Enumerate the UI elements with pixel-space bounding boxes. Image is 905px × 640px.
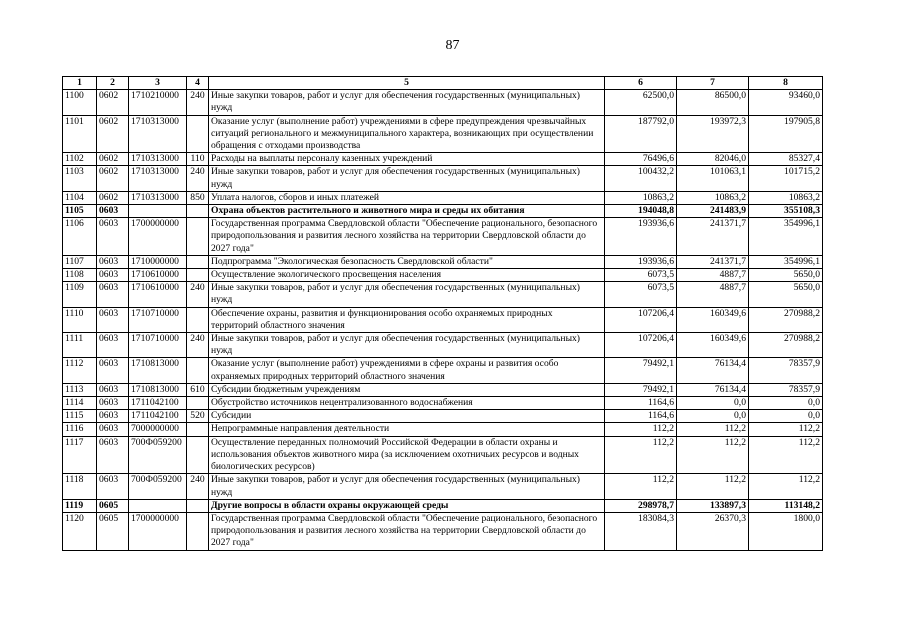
row-number-cell: 1104 — [63, 191, 97, 204]
item-name-cell: Оказание услуг (выполнение работ) учреждениями в сфере охраны и развития особо охраняемых природных территорий областного значения — [209, 358, 605, 383]
amount-cell: 26370,3 — [677, 512, 749, 550]
section-code-cell: 0603 — [97, 423, 129, 436]
amount-cell: 0,0 — [677, 410, 749, 423]
amount-cell: 10863,2 — [605, 191, 677, 204]
expense-type-cell: 610 — [187, 383, 209, 396]
target-article-cell: 700Ф059200 — [129, 474, 187, 499]
table-row — [63, 255, 823, 268]
expense-type-cell — [187, 255, 209, 268]
expense-type-cell: 240 — [187, 474, 209, 499]
amount-cell: 133897,3 — [677, 499, 749, 512]
table-row — [63, 166, 823, 191]
row-number-cell: 1116 — [63, 423, 97, 436]
section-code-cell: 0602 — [97, 166, 129, 191]
expense-type-cell — [187, 423, 209, 436]
section-code-cell: 0602 — [97, 115, 129, 153]
expense-type-cell: 240 — [187, 282, 209, 307]
amount-cell: 62500,0 — [605, 90, 677, 115]
amount-cell: 112,2 — [677, 423, 749, 436]
target-article-cell: 1710313000 — [129, 115, 187, 153]
item-name-cell: Иные закупки товаров, работ и услуг для обеспечения государственных (муниципальных) нужд — [209, 474, 605, 499]
target-article-cell: 1711042100 — [129, 397, 187, 410]
item-name-cell: Непрограммные направления деятельности — [209, 423, 605, 436]
item-name-cell: Государственная программа Свердловской области "Обеспечение рационального, безопасного природопользования и развития лесного хозяйства на территории Свердловской области до 2027 года" — [209, 218, 605, 256]
amount-cell: 270988,2 — [749, 307, 823, 332]
row-number-cell: 1111 — [63, 333, 97, 358]
row-number-cell: 1117 — [63, 436, 97, 474]
amount-cell: 6073,5 — [605, 282, 677, 307]
item-name-cell: Расходы на выплаты персоналу казенных учреждений — [209, 153, 605, 166]
amount-cell: 183084,3 — [605, 512, 677, 550]
amount-cell: 241483,9 — [677, 205, 749, 218]
target-article-cell: 1711042100 — [129, 410, 187, 423]
section-code-cell: 0603 — [97, 436, 129, 474]
target-article-cell: 1710610000 — [129, 269, 187, 282]
row-number-cell: 1106 — [63, 218, 97, 256]
amount-cell: 78357,9 — [749, 383, 823, 396]
amount-cell: 112,2 — [749, 423, 823, 436]
section-code-cell: 0603 — [97, 269, 129, 282]
target-article-cell — [129, 499, 187, 512]
target-article-cell: 1710710000 — [129, 307, 187, 332]
header-cell: 8 — [749, 77, 823, 90]
target-article-cell: 7000000000 — [129, 423, 187, 436]
amount-cell: 82046,0 — [677, 153, 749, 166]
amount-cell: 160349,6 — [677, 333, 749, 358]
section-code-cell: 0605 — [97, 512, 129, 550]
expense-type-cell: 110 — [187, 153, 209, 166]
amount-cell: 112,2 — [677, 474, 749, 499]
section-code-cell: 0602 — [97, 90, 129, 115]
section-code-cell: 0602 — [97, 153, 129, 166]
table-row — [63, 423, 823, 436]
target-article-cell: 1710313000 — [129, 166, 187, 191]
expense-type-cell — [187, 499, 209, 512]
section-code-cell: 0605 — [97, 499, 129, 512]
table-row — [63, 282, 823, 307]
item-name-cell: Оказание услуг (выполнение работ) учреждениями в сфере предупреждения чрезвычайных ситуаций регионального и межмуниципального характера, возникающих при осуществлении обращения с отходами производства — [209, 115, 605, 153]
amount-cell: 101715,2 — [749, 166, 823, 191]
table-row — [63, 307, 823, 332]
table-row — [63, 218, 823, 256]
row-number-cell: 1118 — [63, 474, 97, 499]
expense-type-cell: 850 — [187, 191, 209, 204]
amount-cell: 79492,1 — [605, 383, 677, 396]
item-name-cell: Иные закупки товаров, работ и услуг для обеспечения государственных (муниципальных) нужд — [209, 90, 605, 115]
row-number-cell: 1113 — [63, 383, 97, 396]
expense-type-cell — [187, 269, 209, 282]
amount-cell: 100432,2 — [605, 166, 677, 191]
amount-cell: 0,0 — [749, 410, 823, 423]
row-number-cell: 1110 — [63, 307, 97, 332]
section-code-cell: 0603 — [97, 205, 129, 218]
amount-cell: 93460,0 — [749, 90, 823, 115]
row-number-cell: 1112 — [63, 358, 97, 383]
table-row — [63, 191, 823, 204]
amount-cell: 86500,0 — [677, 90, 749, 115]
amount-cell: 112,2 — [749, 474, 823, 499]
section-code-cell: 0603 — [97, 218, 129, 256]
amount-cell: 241371,7 — [677, 255, 749, 268]
section-code-cell: 0603 — [97, 255, 129, 268]
expense-type-cell — [187, 358, 209, 383]
table-row — [63, 474, 823, 499]
row-number-cell: 1105 — [63, 205, 97, 218]
item-name-cell: Субсидии бюджетным учреждениям — [209, 383, 605, 396]
section-code-cell: 0603 — [97, 333, 129, 358]
row-number-cell: 1119 — [63, 499, 97, 512]
amount-cell: 354996,1 — [749, 255, 823, 268]
amount-cell: 79492,1 — [605, 358, 677, 383]
expense-type-cell — [187, 397, 209, 410]
table-row — [63, 436, 823, 474]
amount-cell: 194048,8 — [605, 205, 677, 218]
section-code-cell: 0603 — [97, 307, 129, 332]
row-number-cell: 1100 — [63, 90, 97, 115]
item-name-cell: Осуществление экологического просвещения населения — [209, 269, 605, 282]
amount-cell: 193972,3 — [677, 115, 749, 153]
table-row — [63, 512, 823, 550]
table-row — [63, 90, 823, 115]
amount-cell: 1164,6 — [605, 397, 677, 410]
header-cell: 4 — [187, 77, 209, 90]
item-name-cell: Другие вопросы в области охраны окружающей среды — [209, 499, 605, 512]
page-number: 87 — [445, 38, 460, 53]
table-row — [63, 269, 823, 282]
header-cell: 6 — [605, 77, 677, 90]
expense-type-cell — [187, 205, 209, 218]
row-number-cell: 1101 — [63, 115, 97, 153]
section-code-cell: 0603 — [97, 410, 129, 423]
amount-cell: 1800,0 — [749, 512, 823, 550]
amount-cell: 76134,4 — [677, 383, 749, 396]
expense-type-cell: 520 — [187, 410, 209, 423]
target-article-cell — [129, 205, 187, 218]
amount-cell: 0,0 — [677, 397, 749, 410]
table-row — [63, 333, 823, 358]
item-name-cell: Обустройство источников нецентрализованного водоснабжения — [209, 397, 605, 410]
target-article-cell: 700Ф059200 — [129, 436, 187, 474]
item-name-cell: Охрана объектов растительного и животного мира и среды их обитания — [209, 205, 605, 218]
item-name-cell: Государственная программа Свердловской области "Обеспечение рационального, безопасного природопользования и развития лесного хозяйства на территории Свердловской области до 2027 года" — [209, 512, 605, 550]
expense-type-cell — [187, 307, 209, 332]
table-row — [63, 115, 823, 153]
target-article-cell: 1700000000 — [129, 512, 187, 550]
target-article-cell: 1700000000 — [129, 218, 187, 256]
row-number-cell: 1115 — [63, 410, 97, 423]
item-name-cell: Уплата налогов, сборов и иных платежей — [209, 191, 605, 204]
table-row — [63, 153, 823, 166]
expense-type-cell: 240 — [187, 90, 209, 115]
amount-cell: 112,2 — [605, 423, 677, 436]
amount-cell: 107206,4 — [605, 307, 677, 332]
amount-cell: 5650,0 — [749, 269, 823, 282]
item-name-cell: Обеспечение охраны, развития и функционирования особо охраняемых природных территорий областного значения — [209, 307, 605, 332]
expense-type-cell — [187, 512, 209, 550]
amount-cell: 4887,7 — [677, 282, 749, 307]
amount-cell: 5650,0 — [749, 282, 823, 307]
target-article-cell: 1710813000 — [129, 383, 187, 396]
row-number-cell: 1102 — [63, 153, 97, 166]
amount-cell: 160349,6 — [677, 307, 749, 332]
expense-type-cell: 240 — [187, 166, 209, 191]
row-number-cell: 1107 — [63, 255, 97, 268]
amount-cell: 112,2 — [605, 436, 677, 474]
expense-type-cell — [187, 436, 209, 474]
target-article-cell: 1710210000 — [129, 90, 187, 115]
amount-cell: 354996,1 — [749, 218, 823, 256]
row-number-cell: 1108 — [63, 269, 97, 282]
item-name-cell: Субсидии — [209, 410, 605, 423]
expense-type-cell — [187, 115, 209, 153]
amount-cell: 187792,0 — [605, 115, 677, 153]
amount-cell: 101063,1 — [677, 166, 749, 191]
amount-cell: 241371,7 — [677, 218, 749, 256]
item-name-cell: Иные закупки товаров, работ и услуг для обеспечения государственных (муниципальных) нужд — [209, 282, 605, 307]
amount-cell: 112,2 — [749, 436, 823, 474]
amount-cell: 197905,8 — [749, 115, 823, 153]
table-row — [63, 410, 823, 423]
item-name-cell: Подпрограмма "Экологическая безопасность Свердловской области" — [209, 255, 605, 268]
amount-cell: 76496,6 — [605, 153, 677, 166]
amount-cell: 112,2 — [605, 474, 677, 499]
amount-cell: 113148,2 — [749, 499, 823, 512]
section-code-cell: 0603 — [97, 282, 129, 307]
table-row — [63, 358, 823, 383]
amount-cell: 0,0 — [749, 397, 823, 410]
target-article-cell: 1710313000 — [129, 191, 187, 204]
amount-cell: 76134,4 — [677, 358, 749, 383]
table-row — [63, 205, 823, 218]
table-row — [63, 383, 823, 396]
table-row — [63, 499, 823, 512]
amount-cell: 298978,7 — [605, 499, 677, 512]
section-code-cell: 0603 — [97, 397, 129, 410]
amount-cell: 270988,2 — [749, 333, 823, 358]
row-number-cell: 1103 — [63, 166, 97, 191]
target-article-cell: 1710313000 — [129, 153, 187, 166]
target-article-cell: 1710610000 — [129, 282, 187, 307]
amount-cell: 193936,6 — [605, 218, 677, 256]
header-cell: 2 — [97, 77, 129, 90]
target-article-cell: 1710000000 — [129, 255, 187, 268]
amount-cell: 1164,6 — [605, 410, 677, 423]
amount-cell: 112,2 — [677, 436, 749, 474]
amount-cell: 355108,3 — [749, 205, 823, 218]
target-article-cell: 1710710000 — [129, 333, 187, 358]
amount-cell: 107206,4 — [605, 333, 677, 358]
table-row — [63, 397, 823, 410]
row-number-cell: 1114 — [63, 397, 97, 410]
expense-type-cell: 240 — [187, 333, 209, 358]
row-number-cell: 1120 — [63, 512, 97, 550]
amount-cell: 78357,9 — [749, 358, 823, 383]
header-row — [63, 77, 823, 90]
amount-cell: 4887,7 — [677, 269, 749, 282]
amount-cell: 10863,2 — [677, 191, 749, 204]
section-code-cell: 0603 — [97, 358, 129, 383]
header-cell: 7 — [677, 77, 749, 90]
expense-type-cell — [187, 218, 209, 256]
amount-cell: 193936,6 — [605, 255, 677, 268]
amount-cell: 10863,2 — [749, 191, 823, 204]
header-cell: 3 — [129, 77, 187, 90]
header-cell: 5 — [209, 77, 605, 90]
section-code-cell: 0602 — [97, 191, 129, 204]
row-number-cell: 1109 — [63, 282, 97, 307]
target-article-cell: 1710813000 — [129, 358, 187, 383]
section-code-cell: 0603 — [97, 383, 129, 396]
section-code-cell: 0603 — [97, 474, 129, 499]
item-name-cell: Иные закупки товаров, работ и услуг для обеспечения государственных (муниципальных) нужд — [209, 166, 605, 191]
budget-table — [62, 76, 823, 551]
amount-cell: 85327,4 — [749, 153, 823, 166]
header-cell: 1 — [63, 77, 97, 90]
item-name-cell: Осуществление переданных полномочий Российской Федерации в области охраны и использования объектов животного мира (за исключением охотничьих ресурсов и водных биологических ресурсов) — [209, 436, 605, 474]
item-name-cell: Иные закупки товаров, работ и услуг для обеспечения государственных (муниципальных) нужд — [209, 333, 605, 358]
amount-cell: 6073,5 — [605, 269, 677, 282]
